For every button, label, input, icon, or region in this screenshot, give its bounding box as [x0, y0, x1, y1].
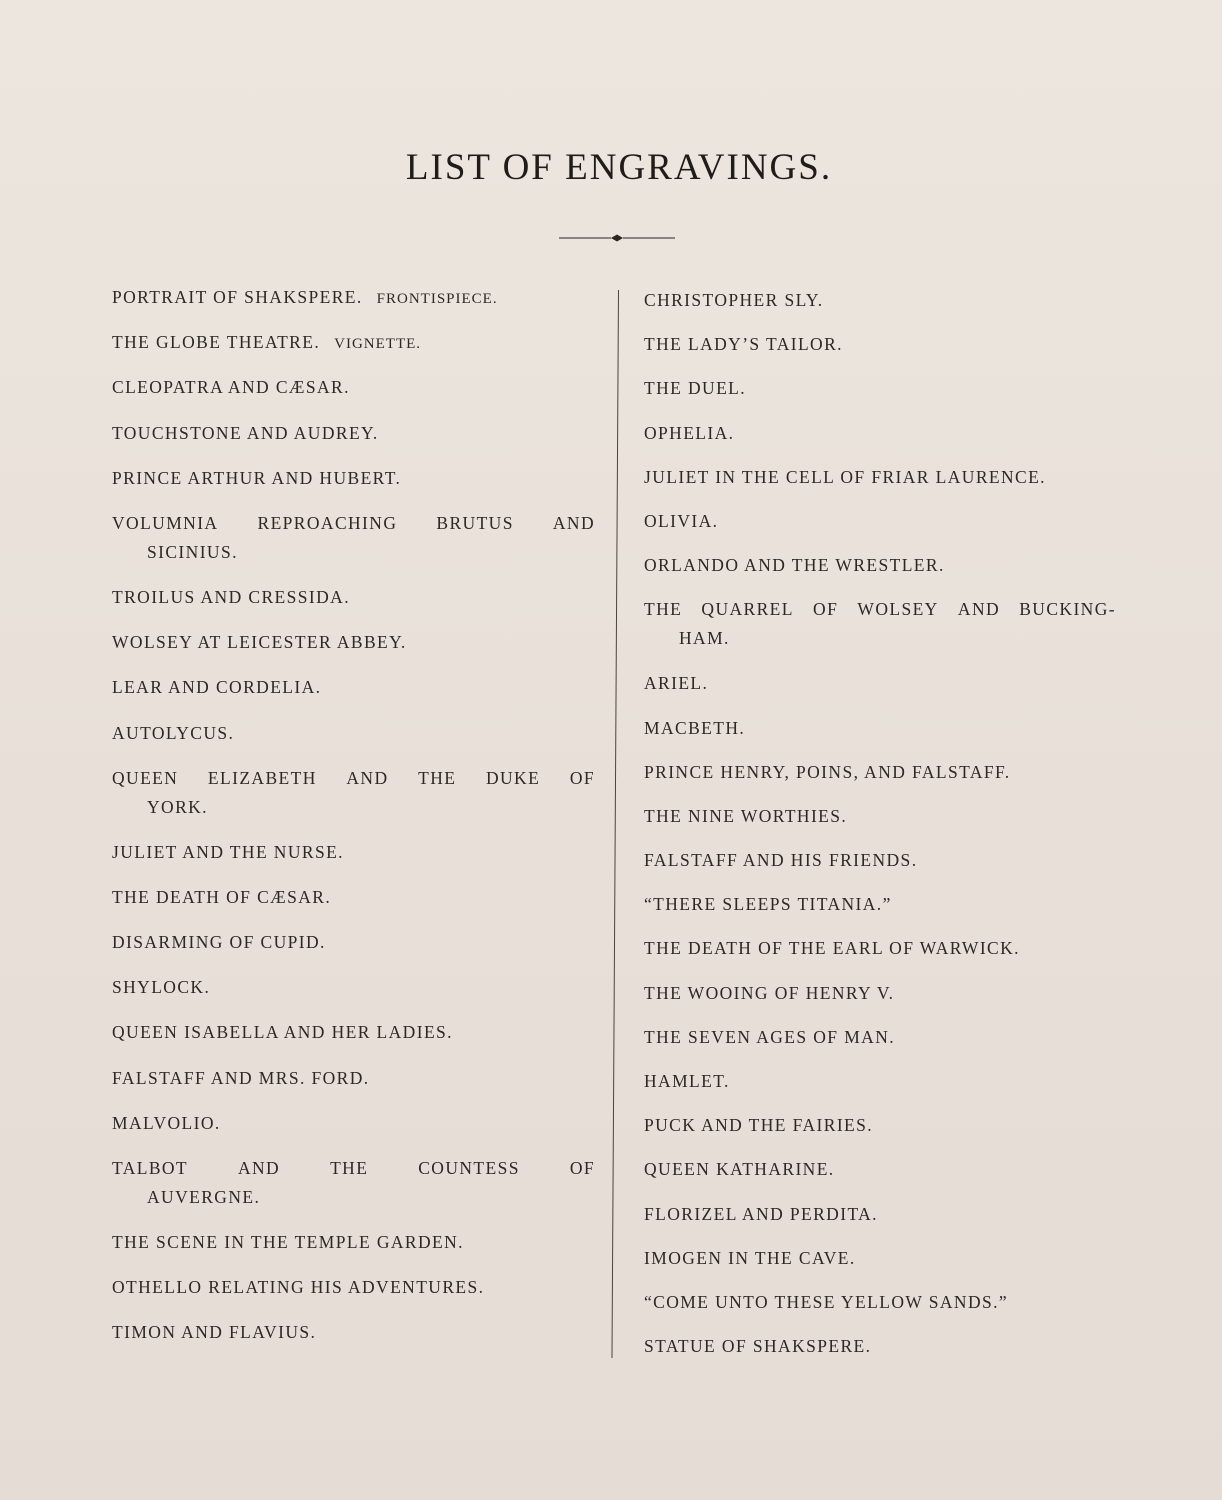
engraving-title-continuation: YORK.	[147, 796, 208, 817]
engraving-list-item	[644, 1244, 1116, 1288]
engraving-title: ORLANDO AND THE WRESTLER.	[644, 555, 945, 576]
engraving-title-word: COUNTESS	[418, 1158, 520, 1178]
engraving-title-continuation: SICINIUS.	[147, 541, 238, 562]
engraving-title: TIMON AND FLAVIUS.	[112, 1322, 317, 1343]
engraving-list-item	[112, 509, 595, 567]
engraving-list-item	[644, 802, 1116, 846]
engraving-title: CLEOPATRA AND CÆSAR.	[112, 377, 350, 398]
engraving-title-line	[112, 764, 595, 793]
engraving-list-item	[644, 286, 1116, 330]
engraving-title-line	[112, 1154, 595, 1183]
engraving-title: PORTRAIT OF SHAKSPERE.	[112, 287, 363, 307]
engravings-left-column	[112, 283, 595, 1364]
engraving-list-item	[112, 328, 595, 373]
engraving-title: THE GLOBE THEATRE.	[112, 332, 321, 353]
engraving-title: “THERE SLEEPS TITANIA.”	[644, 894, 892, 915]
engraving-title: FALSTAFF AND HIS FRIENDS.	[644, 850, 918, 871]
engraving-list-item	[644, 595, 1116, 653]
engraving-title-line	[112, 509, 595, 538]
engraving-title: SHYLOCK.	[112, 977, 211, 998]
engraving-list-item	[644, 463, 1116, 507]
engraving-list-item	[112, 464, 595, 509]
engraving-list-item	[644, 669, 1116, 713]
engraving-title-word: TALBOT	[112, 1158, 189, 1178]
engraving-title-word: QUEEN	[112, 767, 179, 788]
engraving-title: JULIET AND THE NURSE.	[112, 841, 344, 862]
engraving-title: TOUCHSTONE AND AUDREY.	[112, 422, 379, 443]
engraving-title: JULIET IN THE CELL OF FRIAR LAURENCE.	[644, 466, 1046, 487]
engraving-list-item	[112, 719, 595, 764]
engraving-placement-note: FRONTISPIECE.	[376, 291, 498, 307]
engraving-title-word: BUCKING-	[1019, 599, 1116, 620]
engraving-title-word: THE	[644, 599, 683, 620]
engraving-list-item	[644, 374, 1116, 418]
engraving-list-item	[112, 628, 595, 673]
engraving-title-word: AND	[957, 599, 1001, 620]
engraving-list-item	[644, 419, 1116, 463]
engraving-list-item	[112, 838, 595, 883]
engraving-title-word: REPROACHING	[257, 512, 398, 533]
engraving-title: THE SEVEN AGES OF MAN.	[644, 1026, 896, 1047]
engraving-title: MALVOLIO.	[112, 1112, 221, 1133]
engraving-list-item	[644, 1155, 1116, 1199]
engraving-list-item	[644, 1111, 1116, 1155]
engraving-title: FALSTAFF AND MRS. FORD.	[112, 1067, 370, 1088]
engraving-title: PRINCE HENRY, POINS, AND FALSTAFF.	[644, 761, 1011, 782]
engraving-title: WOLSEY AT LEICESTER ABBEY.	[112, 632, 407, 653]
engraving-list-item	[644, 714, 1116, 758]
engraving-title: THE WOOING OF HENRY V.	[644, 982, 895, 1003]
engraving-title-word: ELIZABETH	[207, 767, 317, 788]
engraving-title: OPHELIA.	[644, 422, 735, 443]
engraving-title: “COME UNTO THESE YELLOW SANDS.”	[644, 1291, 1009, 1312]
engraving-list-item	[644, 934, 1116, 978]
engraving-list-item	[112, 928, 595, 973]
engraving-title: OLIVIA.	[644, 510, 719, 531]
engraving-title: TROILUS AND CRESSIDA.	[112, 586, 350, 607]
engraving-title: IMOGEN IN THE CAVE.	[644, 1247, 856, 1268]
engraving-list-item	[112, 1018, 595, 1063]
engraving-title: QUEEN KATHARINE.	[644, 1159, 835, 1180]
engraving-title: MACBETH.	[644, 717, 746, 738]
engraving-list-item	[112, 373, 595, 418]
engraving-title: QUEEN ISABELLA AND HER LADIES.	[112, 1022, 453, 1043]
engraving-title-word: AND	[552, 512, 595, 533]
engraving-title: FLORIZEL AND PERDITA.	[644, 1203, 878, 1224]
engraving-list-item	[112, 1064, 595, 1109]
engraving-list-item	[644, 507, 1116, 551]
engraving-list-item	[112, 1109, 595, 1154]
engraving-title-word: THE	[330, 1158, 369, 1178]
page-title: LIST OF ENGRAVINGS.	[405, 147, 833, 188]
engraving-title-word: AND	[237, 1158, 281, 1178]
engraving-list-item	[112, 883, 595, 928]
engraving-title-line	[644, 595, 1116, 624]
engraving-title-word: THE	[418, 767, 457, 788]
engraving-placement-note: VIGNETTE.	[334, 336, 422, 353]
engraving-title-word: DUKE	[485, 767, 541, 788]
engraving-title: THE DEATH OF CÆSAR.	[112, 886, 332, 907]
engraving-title: STATUE OF SHAKSPERE.	[644, 1336, 872, 1357]
engraving-list-item	[112, 973, 595, 1018]
engraving-title-word: VOLUMNIA	[112, 512, 219, 533]
engraving-title: THE DEATH OF THE EARL OF WARWICK.	[644, 938, 1020, 959]
engraving-list-item	[112, 1318, 595, 1363]
engraving-title: THE DUEL.	[644, 378, 747, 399]
engraving-title: OTHELLO RELATING HIS ADVENTURES.	[112, 1277, 485, 1298]
engraving-list-item	[644, 1332, 1116, 1376]
engraving-title: AUTOLYCUS.	[112, 722, 235, 743]
engraving-list-item	[112, 1228, 595, 1273]
engraving-list-item	[644, 1200, 1116, 1244]
engraving-list-item	[644, 846, 1116, 890]
engraving-list-item	[644, 758, 1116, 802]
engraving-list-item	[112, 283, 595, 328]
engraving-list-item	[112, 764, 595, 822]
engraving-title-word: AND	[346, 767, 389, 788]
engraving-title: THE LADY’S TAILOR.	[644, 334, 843, 355]
engraving-title: CHRISTOPHER SLY.	[644, 290, 824, 310]
engravings-right-column	[644, 286, 1116, 1376]
ornament-rule-icon	[559, 233, 675, 243]
engraving-title-word: OF	[569, 1158, 595, 1178]
engraving-title-word: WOLSEY	[857, 599, 939, 620]
column-divider	[611, 290, 619, 1358]
engraving-list-item	[112, 419, 595, 464]
engraving-list-item	[644, 979, 1116, 1023]
engraving-title-word: OF	[813, 599, 839, 620]
engraving-title-word: BRUTUS	[436, 512, 514, 533]
engraving-title: LEAR AND CORDELIA.	[112, 677, 322, 698]
engraving-title: THE SCENE IN THE TEMPLE GARDEN.	[112, 1232, 464, 1252]
engraving-list-item	[112, 673, 595, 718]
engraving-title: PRINCE ARTHUR AND HUBERT.	[112, 467, 402, 488]
engraving-title-word: QUARREL	[701, 599, 794, 620]
engraving-list-item	[644, 1067, 1116, 1111]
engraving-title: DISARMING OF CUPID.	[112, 932, 326, 953]
engraving-list-item	[112, 1273, 595, 1318]
engraving-title: HAMLET.	[644, 1071, 730, 1091]
engraving-title: THE NINE WORTHIES.	[644, 805, 848, 826]
engraving-list-item	[112, 583, 595, 628]
engraving-list-item	[644, 330, 1116, 374]
engraving-list-item	[112, 1154, 595, 1212]
engraving-list-item	[644, 890, 1116, 934]
engraving-title: PUCK AND THE FAIRIES.	[644, 1115, 874, 1136]
engraving-list-item	[644, 1023, 1116, 1067]
engraving-title-continuation: AUVERGNE.	[147, 1187, 261, 1207]
engraving-list-item	[644, 551, 1116, 595]
engraving-title-continuation: HAM.	[679, 628, 730, 649]
engraving-title-word: OF	[569, 767, 595, 788]
engraving-list-item	[644, 1288, 1116, 1332]
engraving-title: ARIEL.	[644, 673, 709, 694]
